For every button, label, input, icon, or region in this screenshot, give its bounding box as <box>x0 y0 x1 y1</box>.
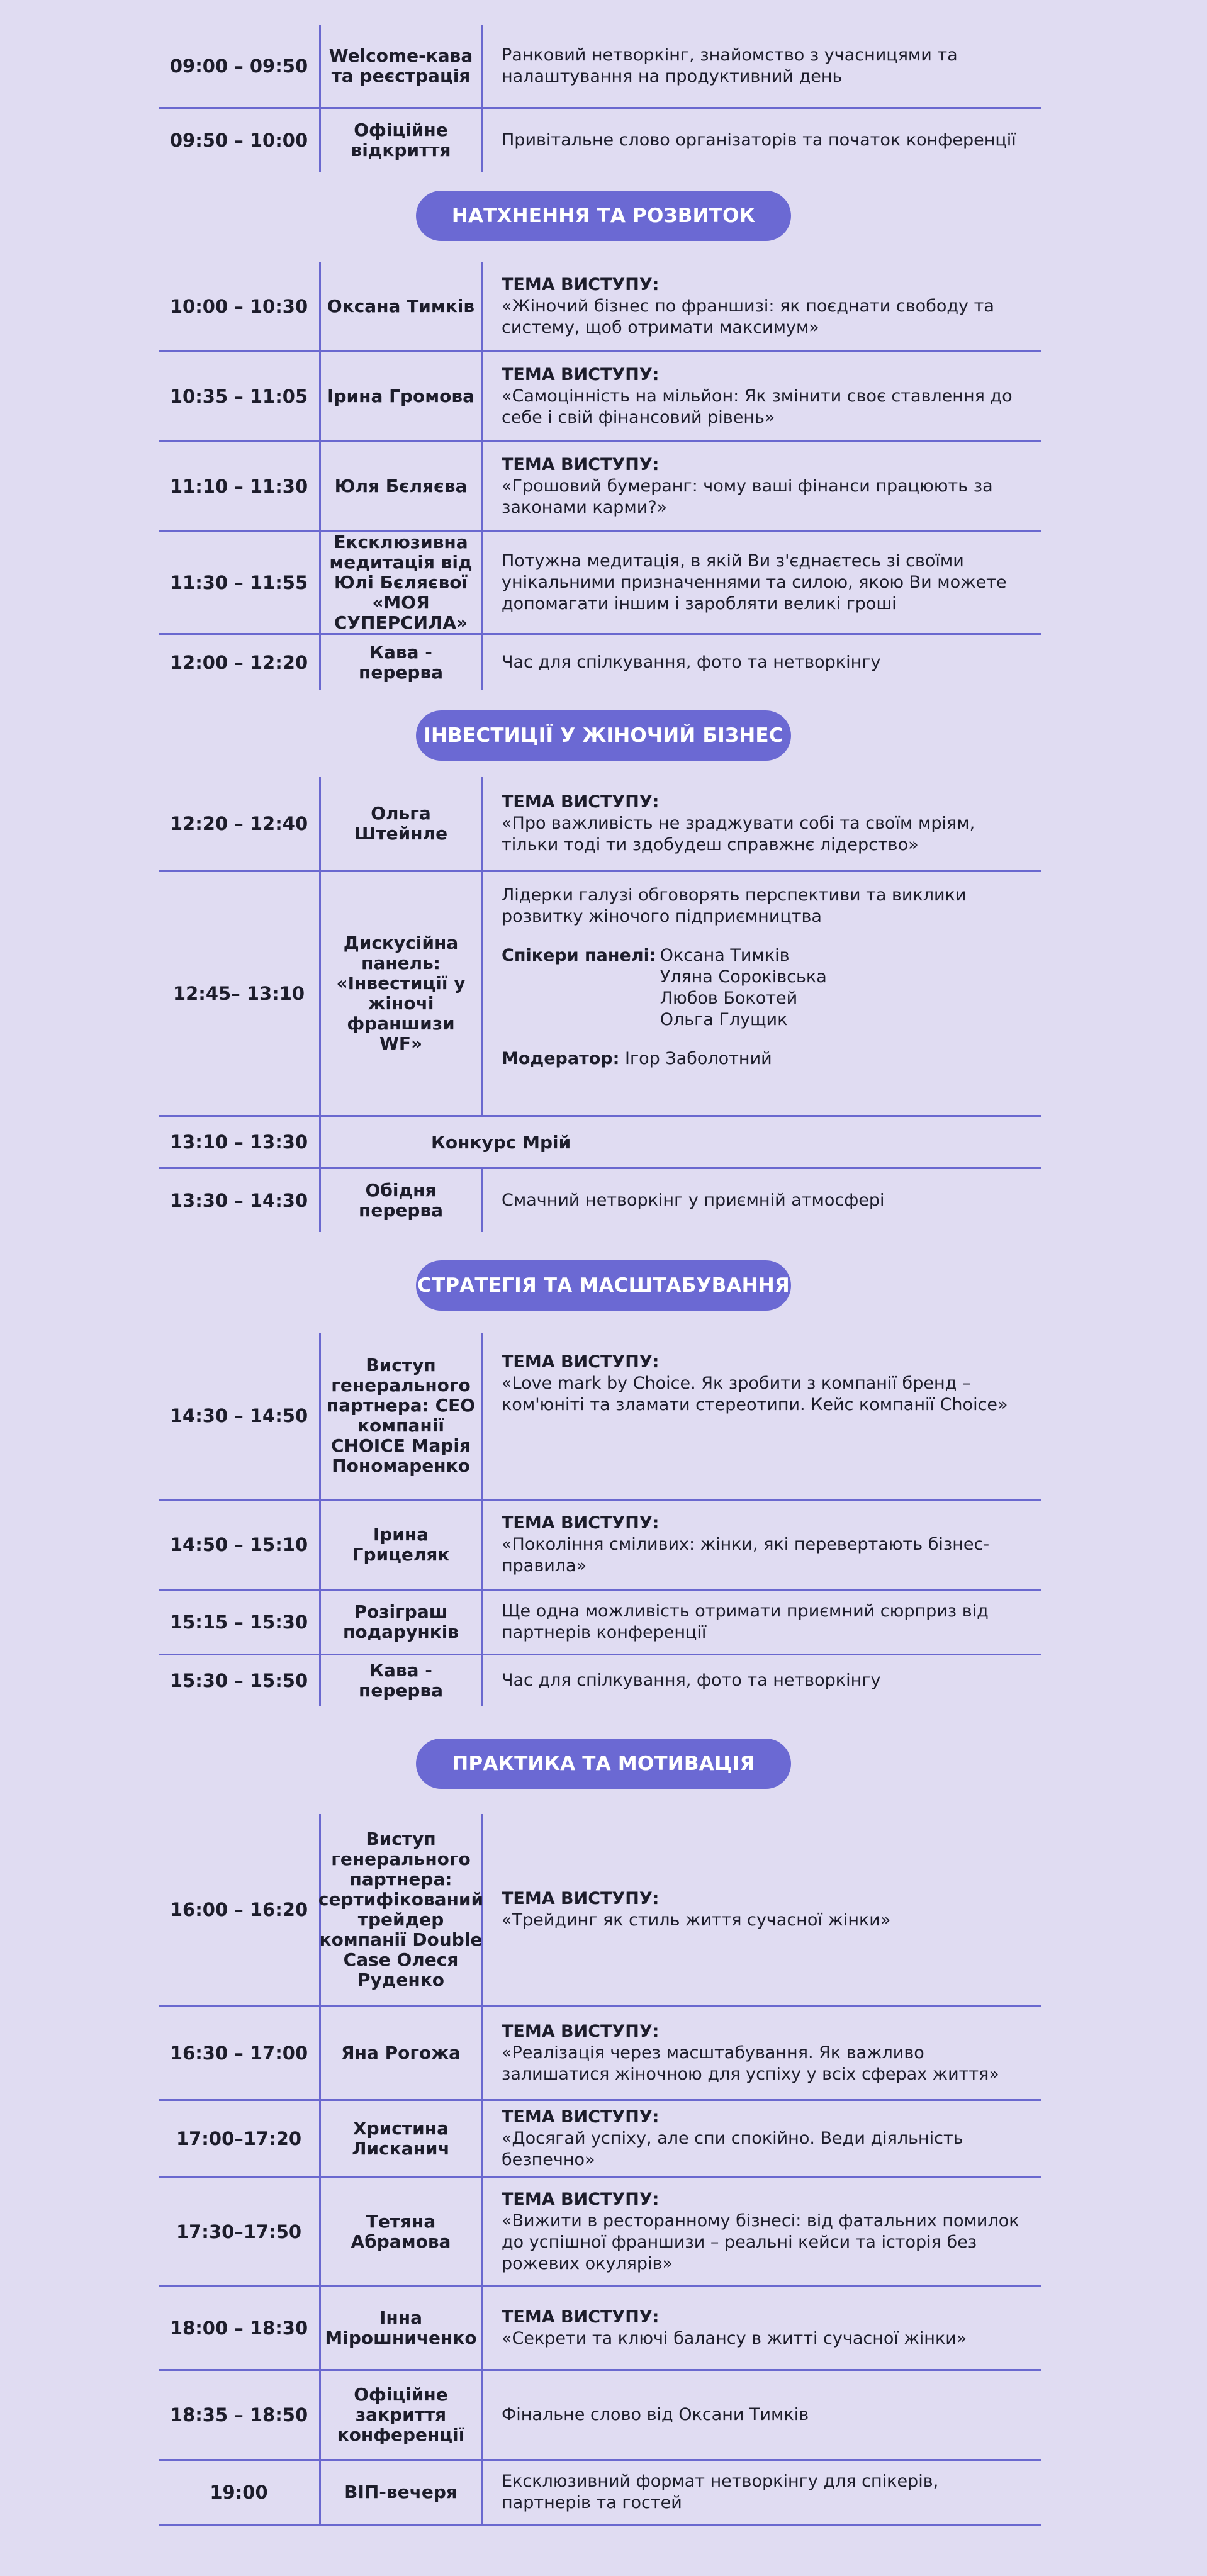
time-cell: 11:10 – 11:30 <box>169 476 308 497</box>
table-row <box>159 1117 1041 1169</box>
speakers-list <box>660 945 827 1031</box>
description-cell <box>483 1814 1041 2005</box>
description-cell <box>483 777 1041 870</box>
table-row <box>159 442 1041 532</box>
description-cell <box>483 2461 1041 2524</box>
speaker-cell: Обідня перерва <box>319 1169 483 1232</box>
speaker-cell: Кава - перерва <box>319 1655 483 1706</box>
table-row <box>159 777 1041 872</box>
time-cell: 18:00 – 18:30 <box>169 2317 308 2339</box>
speaker-cell: Яна Рогожа <box>319 2007 483 2099</box>
description-cell <box>483 25 1041 107</box>
description-cell <box>483 262 1041 350</box>
table-row <box>159 1591 1041 1655</box>
time-cell: 15:15 – 15:30 <box>169 1611 308 1633</box>
time-cell: 12:45– 13:10 <box>172 983 305 1004</box>
description-cell <box>483 872 1041 1115</box>
description-text: «Реалізація через масштабування. Як важливо залишатися жіночною для успіху у всіх сферах життя» <box>502 2043 999 2084</box>
time-cell: 14:30 – 14:50 <box>169 1405 308 1426</box>
time-cell: 13:10 – 13:30 <box>169 1131 308 1153</box>
table-row <box>159 2461 1041 2526</box>
speaker-name: Любов Бокотей <box>660 988 798 1008</box>
description-text: Потужна медитація, в якій Ви з'єднаєтесь зі своїми унікальними призначеннями та силою, якою Ви можете допомагати іншим і заробляти великі гроші <box>502 551 1007 613</box>
speaker-cell: Оксана Тимків <box>319 262 483 350</box>
table-row <box>159 872 1041 1117</box>
description-cell <box>483 1501 1041 1589</box>
speaker-name: Ольга Глущик <box>660 1010 788 1029</box>
description-cell <box>483 2101 1041 2176</box>
agenda-table-strategy <box>159 1333 1041 1706</box>
speaker-cell: Тетяна Абрамова <box>319 2178 483 2285</box>
description-text: «Вижити в ресторанному бізнесі: від фатальних помилок до успішної франшизи – реальні кейси та історія без рожевих окулярів» <box>502 2211 1019 2273</box>
description-text: Ранковий нетворкінг, знайомство з учасницями та налаштування на продуктивний день <box>502 45 958 86</box>
theme-label: ТЕМА ВИСТУПУ: <box>502 2307 660 2327</box>
speaker-cell: Ірина Громова <box>319 352 483 440</box>
table-row <box>159 2371 1041 2461</box>
description-text: «Досягай успіху, але спи спокійно. Веди діяльність безпечно» <box>502 2129 963 2170</box>
table-row <box>159 1814 1041 2007</box>
time-cell: 19:00 <box>210 2482 268 2503</box>
description-cell <box>483 1655 1041 1706</box>
speaker-cell: Дискусійна панель: «Інвестиції у жіночі франшизи WF» <box>319 872 483 1115</box>
description-cell <box>483 109 1041 172</box>
agenda-table-investments <box>159 777 1041 1232</box>
theme-label: ТЕМА ВИСТУПУ: <box>502 1889 660 1908</box>
description-text: «Самоцінність на мільйон: Як змінити своє ставлення до себе і свій фінансовий рівень» <box>502 386 1013 427</box>
table-row <box>159 25 1041 109</box>
description-cell <box>483 1591 1041 1654</box>
theme-label: ТЕМА ВИСТУПУ: <box>502 1513 660 1533</box>
description-text: Смачний нетворкінг у приємній атмосфері <box>502 1190 885 1210</box>
description-text: «Love mark by Choice. Як зробити з компанії бренд – ком'юніті та зламати стереотипи. Кейс компанії Choice» <box>502 1374 1008 1414</box>
table-row <box>159 1501 1041 1591</box>
speaker-cell: Ольга Штейнле <box>319 777 483 870</box>
time-cell: 17:30–17:50 <box>176 2221 302 2243</box>
moderator-name: Ігор Заболотний <box>625 1049 772 1068</box>
section-title-strategy: СТРАТЕГІЯ ТА МАСШТАБУВАННЯ <box>416 1260 791 1311</box>
time-cell: 10:00 – 10:30 <box>169 296 308 317</box>
description-text: Ексклюзивний формат нетворкінгу для спікерів, партнерів та гостей <box>502 2472 939 2512</box>
description-cell <box>483 2371 1041 2459</box>
section-title-practice: ПРАКТИКА ТА МОТИВАЦІЯ <box>416 1739 791 1789</box>
table-row <box>159 2007 1041 2101</box>
speaker-cell: Інна Мірошниченко <box>319 2287 483 2369</box>
description-text: Час для спілкування, фото та нетворкінгу <box>502 1671 881 1690</box>
moderator-label: Модератор: <box>502 1049 620 1068</box>
panel-speakers <box>502 945 1027 1031</box>
time-cell: 11:30 – 11:55 <box>169 572 308 593</box>
time-cell: 16:30 – 17:00 <box>169 2042 308 2064</box>
speaker-cell: Welcome-кава та реєстрація <box>319 25 483 107</box>
description-text: Ще одна можливість отримати приємний сюрприз від партнерів конференції <box>502 1601 989 1642</box>
speaker-cell: Виступ генерального партнера: CEO компанії CHOICE Марія Пономаренко <box>319 1333 483 1499</box>
theme-label: ТЕМА ВИСТУПУ: <box>502 2190 660 2209</box>
table-row <box>159 1169 1041 1232</box>
theme-label: ТЕМА ВИСТУПУ: <box>502 275 660 294</box>
table-row <box>159 532 1041 635</box>
theme-label: ТЕМА ВИСТУПУ: <box>502 2107 660 2127</box>
speaker-cell: Кава - перерва <box>319 635 483 690</box>
speaker-name: Оксана Тимків <box>660 946 790 965</box>
speakers-label: Спікери панелі: <box>502 946 656 965</box>
description-cell <box>483 532 1041 633</box>
time-cell: 09:00 – 09:50 <box>169 55 308 77</box>
theme-label: ТЕМА ВИСТУПУ: <box>502 792 660 812</box>
agenda-table-intro <box>159 25 1041 172</box>
time-cell: 12:20 – 12:40 <box>169 813 308 834</box>
table-row <box>159 1333 1041 1501</box>
time-cell: 16:00 – 16:20 <box>169 1899 308 1920</box>
speaker-cell: Ірина Грицеляк <box>319 1501 483 1589</box>
table-row <box>159 109 1041 172</box>
contest-cell: Конкурс Мрій <box>319 1117 1041 1167</box>
table-row <box>159 352 1041 442</box>
table-row <box>159 2287 1041 2371</box>
description-text: Час для спілкування, фото та нетворкінгу <box>502 652 881 672</box>
description-text: «Покоління сміливих: жінки, які перевертають бізнес-правила» <box>502 1535 990 1576</box>
speaker-cell: Виступ генерального партнера: сертифікований трейдер компанії Double Case Олеся Руденко <box>319 1814 483 2005</box>
description-cell <box>483 1333 1041 1499</box>
speaker-cell: Христина Лисканич <box>319 2101 483 2176</box>
speaker-cell: Юля Бєляєва <box>319 442 483 530</box>
description-text: Привітальне слово організаторів та початок конференції <box>502 130 1016 150</box>
description-text: «Грошовий бумеранг: чому ваші фінанси працюють за законами карми?» <box>502 476 993 517</box>
panel-intro: Лідерки галузі обговорять перспективи та виклики розвитку жіночого підприємництва <box>502 885 967 926</box>
table-row <box>159 1655 1041 1706</box>
table-row <box>159 2101 1041 2178</box>
time-cell: 15:30 – 15:50 <box>169 1670 308 1691</box>
table-row <box>159 262 1041 352</box>
theme-label: ТЕМА ВИСТУПУ: <box>502 1352 660 1372</box>
speaker-cell: Розіграш подарунків <box>319 1591 483 1654</box>
description-text: «Секрети та ключі балансу в житті сучасної жінки» <box>502 2329 967 2348</box>
description-cell <box>483 1169 1041 1232</box>
time-cell: 13:30 – 14:30 <box>169 1190 308 1211</box>
table-row <box>159 635 1041 690</box>
section-title-inspiration: НАТХНЕННЯ ТА РОЗВИТОК <box>416 191 791 241</box>
description-text: «Трейдинг як стиль життя сучасної жінки» <box>502 1910 891 1930</box>
speaker-cell: Офіційне відкриття <box>319 109 483 172</box>
table-row <box>159 2178 1041 2287</box>
theme-label: ТЕМА ВИСТУПУ: <box>502 2022 660 2041</box>
panel-moderator <box>502 1048 1027 1070</box>
time-cell: 09:50 – 10:00 <box>169 130 308 151</box>
speaker-cell: ВІП-вечеря <box>319 2461 483 2524</box>
description-text: Фінальне слово від Оксани Тимків <box>502 2405 809 2424</box>
section-title-investments: ІНВЕСТИЦІЇ У ЖІНОЧИЙ БІЗНЕС <box>416 710 791 761</box>
theme-label: ТЕМА ВИСТУПУ: <box>502 455 660 474</box>
time-cell: 18:35 – 18:50 <box>169 2404 308 2426</box>
theme-label: ТЕМА ВИСТУПУ: <box>502 365 660 384</box>
agenda-table-practice <box>159 1814 1041 2526</box>
speaker-name: Уляна Сороківська <box>660 967 827 987</box>
description-cell <box>483 635 1041 690</box>
description-cell <box>483 2178 1041 2285</box>
description-cell <box>483 442 1041 530</box>
time-cell: 12:00 – 12:20 <box>169 652 308 673</box>
speaker-cell: Ексклюзивна медитація від Юлі Бєляєвої «МОЯ СУПЕРСИЛА» <box>319 532 483 633</box>
description-cell <box>483 352 1041 440</box>
agenda-table-inspiration <box>159 262 1041 690</box>
description-cell <box>483 2007 1041 2099</box>
time-cell: 10:35 – 11:05 <box>169 386 308 407</box>
description-text: «Про важливість не зраджувати собі та своїм мріям, тільки тоді ти здобудеш справжнє лідерство» <box>502 814 975 854</box>
time-cell: 17:00–17:20 <box>176 2128 302 2149</box>
speaker-cell: Офіційне закриття конференції <box>319 2371 483 2459</box>
description-text: «Жіночий бізнес по франшизі: як поєднати свободу та систему, щоб отримати максимум» <box>502 296 994 337</box>
time-cell: 14:50 – 15:10 <box>169 1534 308 1555</box>
description-cell <box>483 2287 1041 2369</box>
